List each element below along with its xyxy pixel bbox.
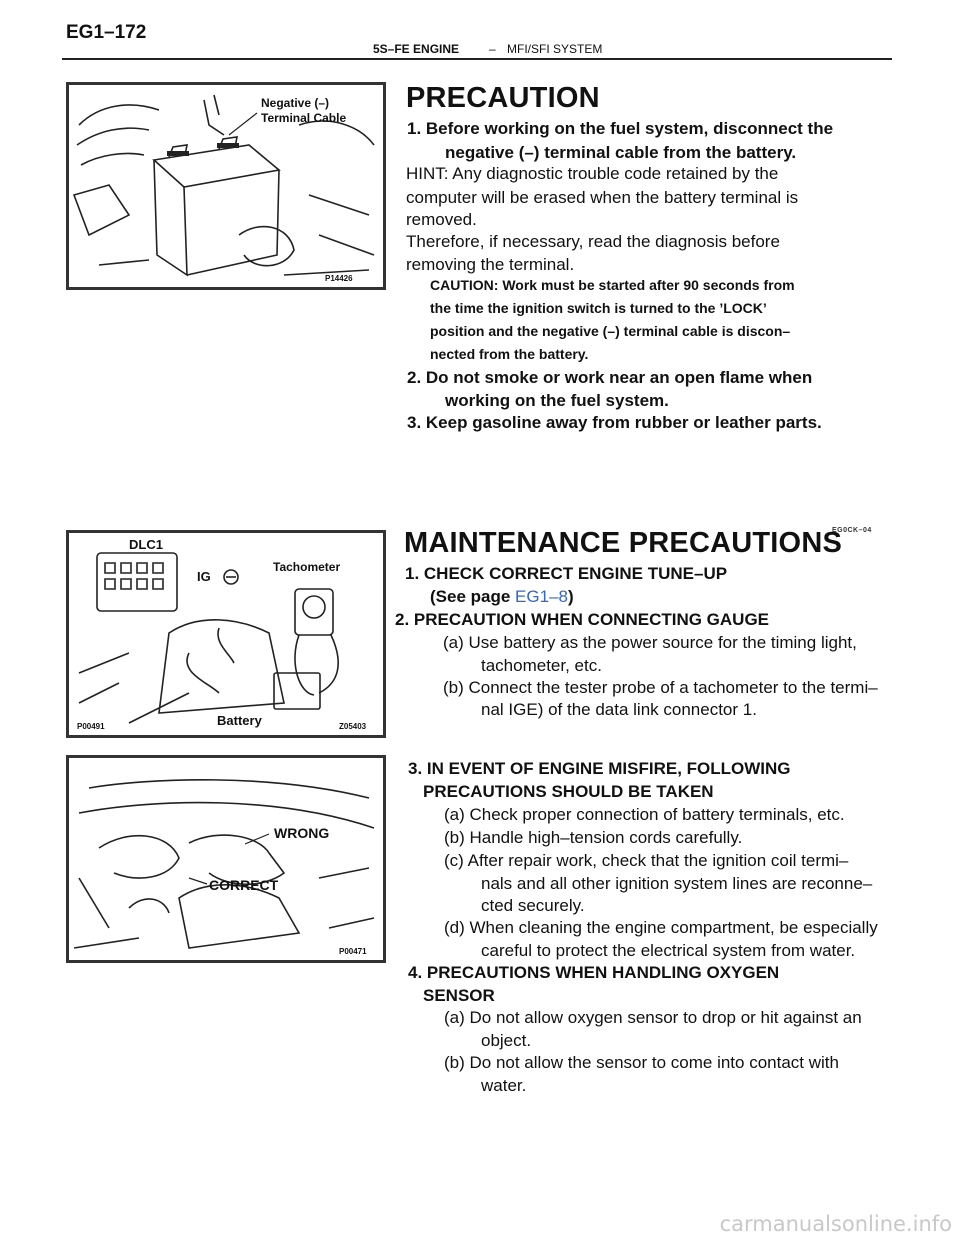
figure-code: P14426 xyxy=(325,274,353,283)
figure-label: DLC1 xyxy=(129,537,163,552)
maintenance-item-4a-cont: object. xyxy=(481,1031,532,1050)
header-separator: – xyxy=(489,42,496,56)
maintenance-item-2a-cont: tachometer, etc. xyxy=(481,656,602,675)
precaution-item-2: 2. Do not smoke or work near an open flame when xyxy=(407,368,813,387)
maintenance-item-3c-cont: nals and all other ignition system lines are reconne– xyxy=(481,874,873,893)
hint-line: computer will be erased when the battery terminal is xyxy=(406,188,799,207)
precaution-item-2-cont: working on the fuel system. xyxy=(445,391,669,410)
figure-label: WRONG xyxy=(274,825,330,841)
cord-handling-illustration xyxy=(69,758,383,960)
caution-line: position and the negative (–) terminal cable is discon– xyxy=(430,323,791,339)
figure-tachometer-connection xyxy=(66,530,386,738)
figure-label: IG xyxy=(197,569,211,584)
figure-label: CORRECT xyxy=(209,877,279,893)
maintenance-item-1: 1. CHECK CORRECT ENGINE TUNE–UP xyxy=(405,564,728,583)
page-link-eg1-8[interactable]: EG1–8 xyxy=(515,587,568,606)
figure-label: Negative (–) xyxy=(261,96,330,110)
maintenance-item-3c: (c) After repair work, check that the ignition coil termi– xyxy=(444,851,849,870)
maintenance-item-4b: (b) Do not allow the sensor to come into contact with xyxy=(444,1053,839,1072)
hint-line: Therefore, if necessary, read the diagnosis before xyxy=(406,232,780,251)
maintenance-item-4: 4. PRECAUTIONS WHEN HANDLING OXYGEN xyxy=(408,963,780,982)
figure-label: Battery xyxy=(217,713,262,728)
see-page-reference: (See page EG1–8) xyxy=(430,587,574,606)
maintenance-item-2: 2. PRECAUTION WHEN CONNECTING GAUGE xyxy=(395,610,770,629)
maintenance-item-3-cont: PRECAUTIONS SHOULD BE TAKEN xyxy=(423,782,714,801)
figure-battery-terminal xyxy=(66,82,386,290)
figure-label: Terminal Cable xyxy=(261,111,347,125)
page-number: EG1–172 xyxy=(66,22,147,43)
precaution-item-1-cont: negative (–) terminal cable from the battery. xyxy=(445,143,797,162)
hint-line: HINT: Any diagnostic trouble code retained by the xyxy=(406,164,779,183)
maintenance-item-2a: (a) Use battery as the power source for the timing light, xyxy=(443,633,857,652)
caution-line: CAUTION: Work must be started after 90 seconds from xyxy=(430,277,795,293)
maintenance-heading: MAINTENANCE PRECAUTIONS xyxy=(404,527,842,559)
maintenance-item-2b-cont: nal IGE) of the data link connector 1. xyxy=(481,700,757,719)
section-title: MFI/SFI SYSTEM xyxy=(507,42,603,56)
figure-code: P00471 xyxy=(339,947,367,956)
hint-line: removing the terminal. xyxy=(406,255,575,274)
hint-line: removed. xyxy=(406,210,477,229)
maintenance-item-4b-cont: water. xyxy=(481,1076,527,1095)
figure-label: Tachometer xyxy=(273,560,341,574)
maintenance-item-3c-cont: cted securely. xyxy=(481,896,585,915)
document-code-stamp: EG0CK–04 xyxy=(832,527,872,534)
maintenance-item-3d: (d) When cleaning the engine compartment, be especially xyxy=(444,918,878,937)
figure-cord-handling xyxy=(66,755,386,963)
precaution-item-1: 1. Before working on the fuel system, disconnect the xyxy=(407,119,834,138)
maintenance-item-4-cont: SENSOR xyxy=(423,986,495,1005)
maintenance-item-3a: (a) Check proper connection of battery terminals, etc. xyxy=(444,805,845,824)
maintenance-item-3b: (b) Handle high–tension cords carefully. xyxy=(444,828,743,847)
caution-line: nected from the battery. xyxy=(430,346,589,362)
chapter-title: 5S–FE ENGINE xyxy=(373,42,460,56)
maintenance-item-2b: (b) Connect the tester probe of a tachometer to the termi– xyxy=(443,678,878,697)
header-rule xyxy=(62,58,892,60)
figure-code: Z05403 xyxy=(339,722,367,731)
precaution-heading: PRECAUTION xyxy=(406,82,600,114)
maintenance-item-3: 3. IN EVENT OF ENGINE MISFIRE, FOLLOWING xyxy=(408,759,791,778)
maintenance-item-4a: (a) Do not allow oxygen sensor to drop or hit against an xyxy=(444,1008,862,1027)
precaution-item-3: 3. Keep gasoline away from rubber or leather parts. xyxy=(407,413,822,432)
figure-code: P00491 xyxy=(77,722,105,731)
battery-illustration xyxy=(69,85,383,287)
tachometer-illustration xyxy=(69,533,383,735)
caution-line: the time the ignition switch is turned to the ’LOCK’ xyxy=(430,300,767,316)
maintenance-item-3d-cont: careful to protect the electrical system from water. xyxy=(481,941,856,960)
watermark: carmanualsonline.info xyxy=(719,1212,952,1236)
